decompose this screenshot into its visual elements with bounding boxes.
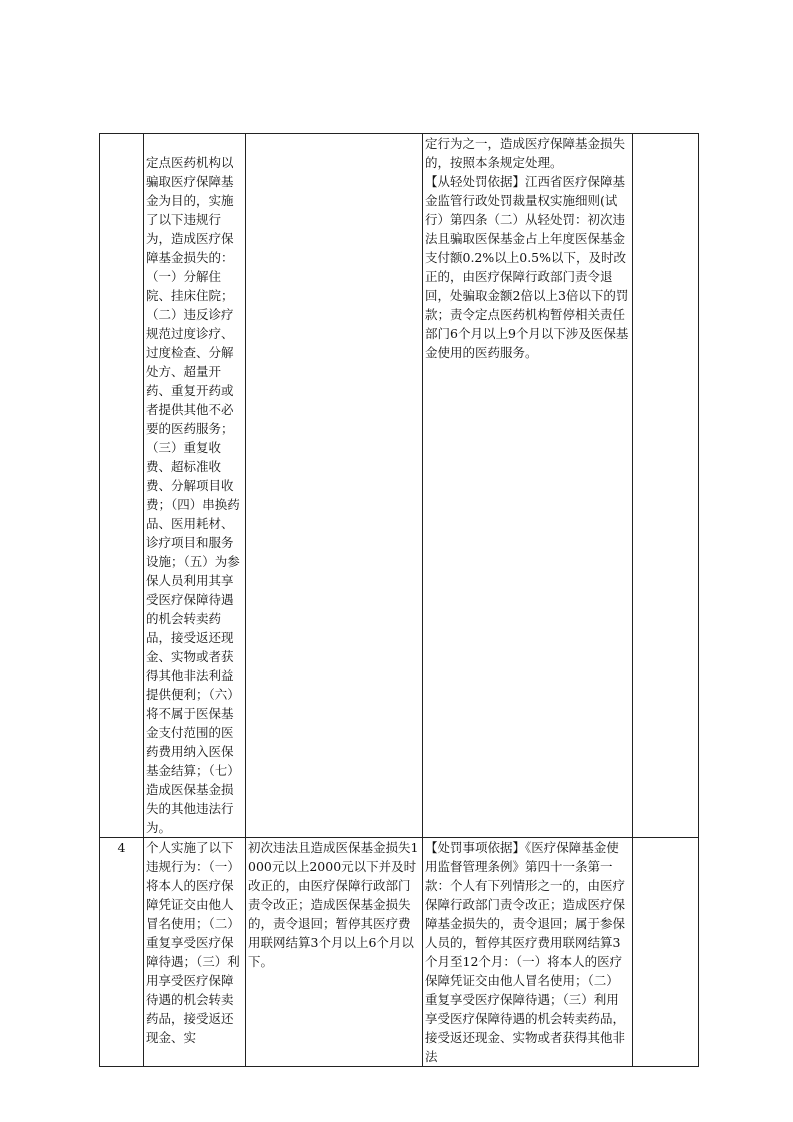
- table-row: [100, 134, 699, 838]
- row-number-cell: [100, 134, 144, 838]
- discretion-standard-cell: 初次违法且造成医保基金损失1000元以上2000元以下并及时改正的，由医疗保障行政部门责令改正；造成医保基金损失的，责令退回；暂停其医疗费用联网结算3个月以上6个月以下。: [246, 838, 423, 1067]
- row-number-cell: 4: [100, 838, 144, 1067]
- violation-condition-text: 定点医药机构以骗取医疗保障基金为目的，实施了以下违规行为，造成医疗保障基金损失的：（一）分解住院、挂床住院；（二）违反诊疗规范过度诊疗、过度检查、分解处方、超量开药、重复开药或者提供其他不必要的医药服务；（三）重复收费、超标准收费、分解项目收费；（四）串换药品、医用耗材、诊疗项目和服务设施；（五）为参保人员利用其享受医疗保障待遇的机会转卖药品，接受返还现金、实物或者获得其他非法利益提供便利；（六）将不属于医保基金支付范围的医药费用纳入医保基金结算；（七）造成医保基金损失的其他违法行为。: [146, 155, 240, 835]
- penalty-discretion-table: [99, 133, 699, 1067]
- penalty-basis-paragraph: 定行为之一，造成医疗保障基金损失的，按照本条规定处理。: [425, 136, 626, 170]
- remarks-cell: [633, 134, 699, 838]
- violation-condition-cell: [144, 134, 246, 838]
- violation-condition-cell: 个人实施了以下违规行为：（一）将本人的医疗保障凭证交由他人冒名使用；（二）重复享受医疗保障待遇；（三）利用享受医疗保障待遇的机会转卖药品，接受返还现金、实: [144, 838, 246, 1067]
- remarks-cell: [633, 838, 699, 1067]
- penalty-basis-cell: [423, 838, 633, 1067]
- penalty-basis-paragraph: 【从轻处罚依据】江西省医疗保障基金监管行政处罚裁量权实施细则(试行）第四条（二）从轻处罚：初次违法且骗取医保基金占上年度医保基金支付额0.2%以上0.5%以下，及时改正的，由医疗保障行政部门责令退回，处骗取金额2倍以上3倍以下的罚款；责令定点医药机构暂停相关责任部门6个月以上9个月以下涉及医保基金使用的医药服务。: [425, 174, 629, 360]
- discretion-standard-cell: [246, 134, 423, 838]
- penalty-basis-paragraph: 【处罚事项依据】《医疗保障基金使用监督管理条例》第四十一条第一款：个人有下列情形之一的，由医疗保障行政部门责令改正；造成医疗保障基金损失的，责令退回；属于参保人员的，暂停其医疗费用联网结算3个月至12个月：（一）将本人的医疗保障凭证交由他人冒名使用；（二）重复享受医疗保障待遇；（三）利用享受医疗保障待遇的机会转卖药品，接受返还现金、实物或者获得其他非法: [425, 840, 626, 1064]
- penalty-basis-cell: [423, 134, 633, 838]
- table-row: [100, 838, 699, 1067]
